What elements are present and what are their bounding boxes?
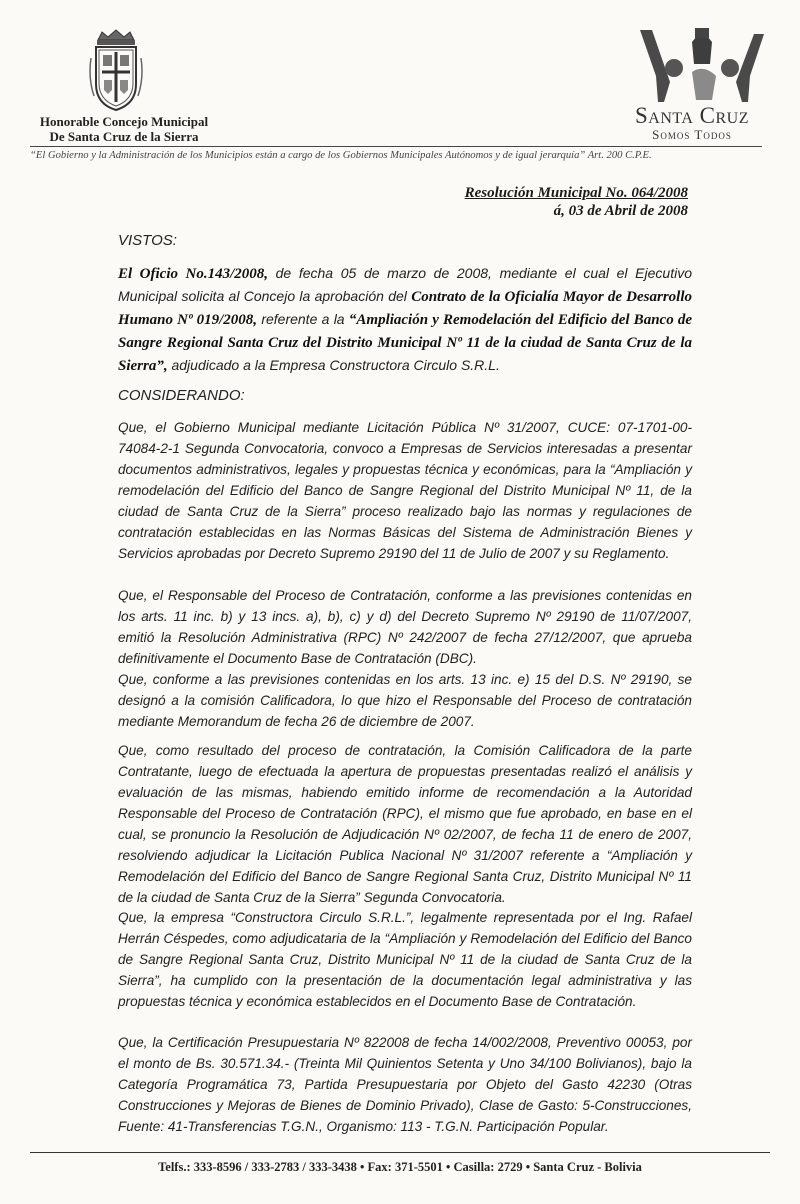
oficio-reference: El Oficio No.143/2008, (118, 266, 268, 282)
coat-of-arms-icon (88, 28, 144, 114)
footer-contact: Telfs.: 333-8596 / 333-2783 / 333-3438 • Fax: 371-5501 • Casilla: 2729 • Santa Cruz - Bolivia (158, 1160, 642, 1174)
header-divider (30, 146, 762, 147)
contract-reference: Contrato de la Oficialía Mayor de Desarrollo Humano Nº 019/2008, (118, 289, 693, 328)
footer-divider (30, 1152, 770, 1153)
constitution-quote: “El Gobierno y la Administración de los Municipios están a cargo de los Gobiernos Municipales Autónomos y de igual jerarquía” Art. 200 C.P.E. (30, 150, 652, 161)
brand-name: Santa Cruz (634, 103, 750, 128)
project-reference: “Ampliación y Remodelación del Edificio del Banco de Sangre Regional Santa Cruz del Distrito Municipal Nº 11 de la ciudad de Santa Cruz de la Sierra”, (118, 312, 692, 374)
considerando-heading: CONSIDERANDO: (118, 387, 245, 404)
council-name-line2: De Santa Cruz de la Sierra (49, 129, 199, 144)
resolution-date: á, 03 de Abril de 2008 (553, 203, 688, 219)
council-name (24, 114, 224, 144)
vistos-paragraph: El Oficio No.143/2008, de fecha 05 de marzo de 2008, mediante el cual el Ejecutivo Municipal solicita al Concejo la aprobación del Contrato de la Oficialía Mayor de Desarrollo Humano Nº 019/2008, referente a la “Ampliación y Remodelación del Edificio del Banco de Sangre Regional Santa Cruz del Distrito Municipal Nº 11 de la ciudad de Santa Cruz de la Sierra”, adjudicado a la Empresa Constructora Circulo S.R.L. (118, 265, 693, 374)
brand-tagline: Somos Todos (652, 127, 732, 142)
council-name-line1: Honorable Concejo Municipal (39, 114, 209, 129)
considerando-paragraph-1: Que, el Gobierno Municipal mediante Licitación Pública Nº 31/2007, CUCE: 07-1701-00-74084-2-1 Segunda Convocatoria, convoco a Empresas de Servicios interesadas a presentar documentos administrativos, legales y propuestas técnica y económicas, para la “Ampliación y remodelación del Edificio del Banco de Sangre Regional del Distrito Municipal Nº 11, de la ciudad de Santa Cruz de la Sierra” proceso realizado bajo las normas y regulaciones de contratación establecidas en las Normas Básicas del Sistema de Administración Bienes y Servicios aprobadas por Decreto Supremo 29190 del 11 de Julio de 2007 y su Reglamento. (118, 420, 692, 561)
vistos-heading: VISTOS: (118, 232, 177, 249)
considerando-paragraph-5: Que, la empresa “Constructora Circulo S.R.L.”, legalmente representada por el Ing. Rafael Herrán Céspedes, como adjudicataria de la “Ampliación y Remodelación del Edificio del Banco de Sangre Regional Santa Cruz, Distrito Municipal Nº 11 de la ciudad de Santa Cruz de la Sierra”, ha cumplido con la presentación de la documentación legal administrativa y las propuestas técnica y económica establecidos en el Documento Base de Contratación. (118, 910, 692, 1009)
considerando-paragraph-3: Que, conforme a las previsiones contenidas en los arts. 13 inc. e) 15 del D.S. Nº 29190, se designó a la comisión Calificadora, lo que hizo el Responsable del Proceso de contratación mediante Memorandum de fecha 26 de diciembre de 2007. (118, 672, 692, 729)
considerando-paragraph-2: Que, el Responsable del Proceso de Contratación, conforme a las previsiones contenidas en los arts. 11 inc. b) y 13 incs. a), b), c) y d) del Decreto Supremo Nº 29190 de 11/07/2007, emitió la Resolución Administrativa (RPC) Nº 242/2007 de fecha 27/12/2007, que aprueba definitivamente el Documento Base de Contratación (DBC). (118, 588, 692, 666)
considerando-paragraph-4: Que, como resultado del proceso de contratación, la Comisión Calificadora de la parte Contratante, luego de efectuada la apertura de propuestas presentadas realizó el análisis y evaluación de las mismas, habiendo emitido informe de recomendación a la Autoridad Responsable del Proceso de Contratación (RPC), el mismo que fue aprobado, en base en el cual, se pronuncio la Resolución de Adjudicación Nº 02/2007, de fecha 11 de enero de 2007, resolviendo adjudicar la Licitación Publica Nacional Nº 31/2007 referente a “Ampliación y Remodelación del Edificio del Banco de Sangre Regional Santa Cruz, Distrito Municipal Nº 11 de la ciudad de Santa Cruz de la Sierra” Segunda Convocatoria. (118, 743, 692, 905)
santa-cruz-logo-icon (632, 24, 772, 110)
considerando-paragraph-6: Que, la Certificación Presupuestaria Nº 822008 de fecha 14/002/2008, Preventivo 00053, por el monto de Bs. 30.571.34.- (Treinta Mil Quinientos Setenta y Uno 34/100 Bolivianos), bajo la Categoría Programática 73, Partida Presupuestaria por Objeto del Gasto 42230 (Otras Construcciones y Mejoras de Bienes de Dominio Privado), Clase de Gasto: 5-Construcciones, Fuente: 41-Transferencias T.G.N., Organismo: 113 - T.G.N. Participación Popular. (118, 1035, 692, 1134)
resolution-title: Resolución Municipal No. 064/2008 (464, 185, 688, 201)
